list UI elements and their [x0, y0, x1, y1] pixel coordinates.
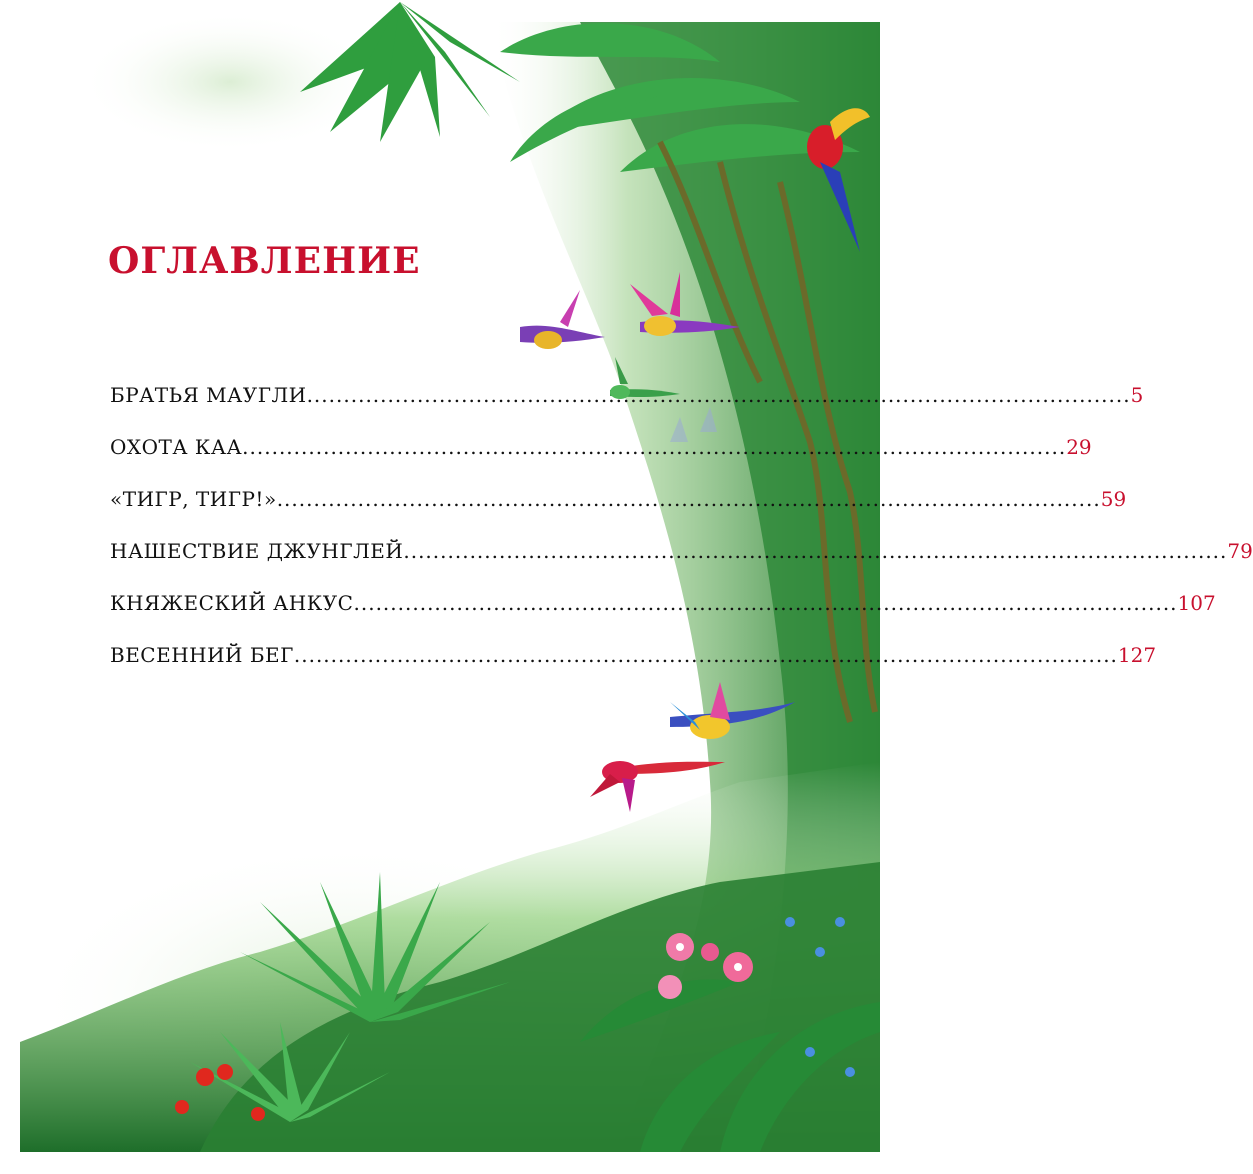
book-page — [20, 22, 1253, 1152]
toc-leader-dots: ................................................................................................................ — [403, 539, 1228, 563]
toc-entry-page: 107 — [1177, 591, 1216, 615]
toc-entry-title: НАШЕСТВИЕ ДЖУНГЛЕЙ — [110, 539, 404, 563]
toc-entry[interactable] — [110, 429, 1092, 459]
toc-entry-title: КНЯЖЕСКИЙ АНКУС — [110, 591, 354, 615]
mist-top — [80, 12, 380, 152]
toc-entry-title: БРАТЬЯ МАУГЛИ — [110, 383, 307, 407]
toc-entry-page: 59 — [1100, 487, 1127, 511]
page-title: ОГЛАВЛЕНИЕ — [108, 240, 421, 282]
toc-leader-dots: ................................................................................................................ — [242, 435, 1067, 459]
toc-entry[interactable] — [110, 585, 1216, 615]
toc-entry-title: «ТИГР, ТИГР!» — [110, 487, 277, 511]
toc-entry-page: 79 — [1227, 539, 1253, 563]
toc-entry[interactable] — [110, 377, 1144, 407]
toc-leader-dots: ................................................................................................................ — [306, 383, 1131, 407]
toc-entry[interactable] — [110, 481, 1127, 511]
toc-entry-page: 127 — [1117, 643, 1157, 667]
toc-entry[interactable] — [110, 533, 1253, 563]
toc-entry-title: ВЕСЕННИЙ БЕГ — [110, 643, 294, 667]
toc-entry[interactable] — [110, 637, 1157, 667]
toc-leader-dots: ................................................................................................................ — [353, 591, 1178, 615]
toc-leader-dots: ................................................................................................................ — [293, 643, 1118, 667]
toc-leader-dots: ................................................................................................................ — [276, 487, 1101, 511]
toc-entry-page: 29 — [1066, 435, 1092, 459]
toc-entry-page: 5 — [1130, 383, 1144, 407]
toc-entry-title: ОХОТА КАА — [110, 435, 243, 459]
